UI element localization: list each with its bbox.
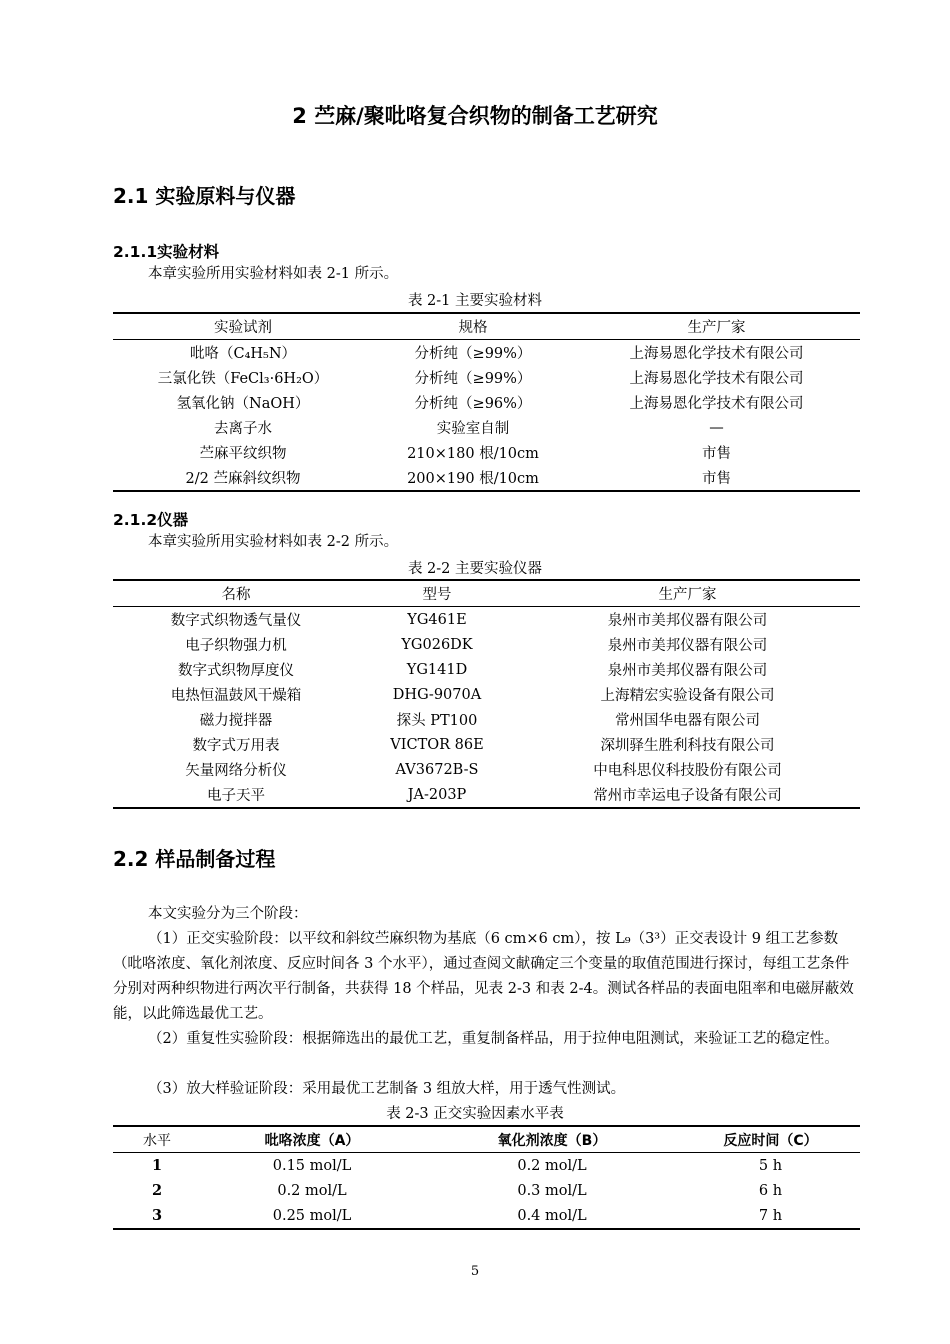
table-cell: 0.15 mol/L [272, 1157, 352, 1174]
table-cell: AV3672B-S [395, 761, 479, 778]
table-cell: 数字式织物厚度仪 [178, 663, 294, 679]
table-row [113, 782, 860, 808]
table-row [113, 415, 860, 440]
table-cell: 210×180 根/10cm [407, 446, 539, 462]
table-cell: 200×190 根/10cm [407, 471, 539, 487]
table-header-row [113, 1126, 860, 1153]
table-cell: 0.2 mol/L [277, 1182, 347, 1199]
table-cell: 分析纯（≥96%） [414, 396, 532, 412]
table-row [113, 465, 860, 491]
table-header-cell: 氧化剂浓度（B） [423, 1126, 681, 1153]
table-cell: 上海易恩化学技术有限公司 [629, 346, 804, 362]
table-cell: 氢氧化钠（NaOH） [176, 396, 310, 412]
subsection-heading-2-1-1: 2.1.1实验材料 [113, 243, 220, 261]
table-header-cell: 实验试剂 [113, 313, 373, 340]
table-row [113, 390, 860, 415]
table-cell: 泉州市美邦仪器有限公司 [607, 663, 768, 679]
table-header-cell: 名称 [113, 580, 359, 607]
stage-3-paragraph: （3）放大样验证阶段：采用最优工艺制备 3 组放大样，用于透气性测试。 [148, 1081, 626, 1097]
table-header-cell: 生产厂家 [515, 580, 860, 607]
table-cell: 数字式织物透气量仪 [170, 613, 302, 629]
table-cell: 中电科思仪科技股份有限公司 [593, 763, 782, 779]
table-cell: 电子天平 [207, 788, 265, 804]
table-row [113, 607, 860, 633]
table-cell: 6 h [758, 1182, 783, 1199]
table-header-cell: 吡咯浓度（A） [201, 1126, 423, 1153]
table-cell: YG026DK [401, 636, 473, 653]
table-row [113, 340, 860, 366]
table-cell: 0.4 mol/L [517, 1207, 587, 1224]
table-cell: 1 [151, 1157, 163, 1174]
table-cell: 上海易恩化学技术有限公司 [629, 371, 804, 387]
table-cell: 分析纯（≥99%） [414, 346, 532, 362]
table-cell: 电热恒温鼓风干燥箱 [170, 688, 302, 704]
table-cell: 泉州市美邦仪器有限公司 [607, 613, 768, 629]
table-row [113, 682, 860, 707]
table-row [113, 757, 860, 782]
section-heading-2-1: 2.1 实验原料与仪器 [113, 184, 296, 208]
table-row [113, 1153, 860, 1179]
table-cell: YG141D [406, 661, 468, 678]
table-row [113, 440, 860, 465]
table-cell: 上海精宏实验设备有限公司 [600, 688, 775, 704]
table2-caption: 表 2-2 主要实验仪器 [407, 561, 543, 577]
table-cell: 探头 PT100 [396, 713, 478, 729]
table-cell: 2/2 苎麻斜纹织物 [185, 471, 301, 487]
table-header-cell: 型号 [359, 580, 515, 607]
table-cell: 三氯化铁（FeCl₃·6H₂O） [157, 371, 329, 387]
table-row [113, 1203, 860, 1229]
table-cell: 电子织物强力机 [185, 638, 287, 654]
table-row [113, 632, 860, 657]
table-cell: 吡咯（C₄H₅N） [189, 346, 297, 362]
table-header-cell: 生产厂家 [573, 313, 860, 340]
chapter-title: 2 苎麻/聚吡咯复合织物的制备工艺研究 [292, 104, 658, 128]
table-cell: 去离子水 [214, 421, 272, 437]
table-cell: DHG-9070A [392, 686, 482, 703]
table-row [113, 732, 860, 757]
stage-1-paragraph: （1）正交实验阶段：以平纹和斜纹苎麻织物为基底（6 cm×6 cm），按 L₉（3³）正交表设计 9 组工艺参数（吡咯浓度、氧化剂浓度、反应时间各 3 个水平），通过查阅文献确定三个变量的取值范围进行探讨，每组工艺条件分别对两种织物进行两次平行制备，共获得 18 个样品，见表 2-3 和表 2-4。测试各样品的表面电阻率和电磁屏蔽效能，以此筛选最优工艺。 [113, 931, 854, 1022]
table-header-cell: 规格 [373, 313, 573, 340]
instruments-intro: 本章实验所用实验材料如表 2-2 所示。 [148, 534, 399, 550]
table-cell: 数字式万用表 [192, 738, 280, 754]
materials-intro: 本章实验所用实验材料如表 2-1 所示。 [148, 266, 399, 282]
table-header-cell: 水平 [113, 1126, 201, 1153]
table-row [113, 657, 860, 682]
table-cell: 0.3 mol/L [517, 1182, 587, 1199]
table-cell: 磁力搅拌器 [199, 713, 273, 729]
table-row [113, 707, 860, 732]
table-cell: 5 h [758, 1157, 783, 1174]
table-cell: 7 h [758, 1207, 783, 1224]
stage-2-paragraph: （2）重复性实验阶段：根据筛选出的最优工艺，重复制备样品，用于拉伸电阻测试，来验证工艺的稳定性。 [148, 1031, 839, 1047]
section-heading-2-2: 2.2 样品制备过程 [113, 847, 276, 871]
subsection-heading-2-1-2: 2.1.2仪器 [113, 511, 189, 529]
table-header-row [113, 313, 860, 340]
table-cell: 实验室自制 [436, 421, 510, 437]
table-row [113, 1178, 860, 1203]
table-cell: 分析纯（≥99%） [414, 371, 532, 387]
table-cell: 0.25 mol/L [272, 1207, 352, 1224]
materials-table [113, 312, 860, 492]
stages-intro: 本文实验分为三个阶段： [148, 906, 308, 922]
table-cell: — [709, 419, 724, 436]
table-row [113, 365, 860, 390]
table-header-cell: 反应时间（C） [681, 1126, 860, 1153]
table-cell: 上海易恩化学技术有限公司 [629, 396, 804, 412]
table-cell: YG461E [407, 611, 467, 628]
table3-caption: 表 2-3 正交实验因素水平表 [386, 1106, 564, 1122]
table-cell: 0.2 mol/L [517, 1157, 587, 1174]
table-cell: VICTOR 86E [390, 736, 484, 753]
table-cell: 苎麻平纹织物 [199, 446, 287, 462]
instruments-table [113, 579, 860, 809]
table-cell: 泉州市美邦仪器有限公司 [607, 638, 768, 654]
table-cell: 市售 [702, 446, 731, 462]
table-cell: 矢量网络分析仪 [185, 763, 287, 779]
table-header-row [113, 580, 860, 607]
page-number: 5 [470, 1264, 480, 1279]
table-cell: 常州市幸运电子设备有限公司 [593, 788, 782, 804]
orthogonal-factor-table [113, 1125, 860, 1230]
table-cell: 常州国华电器有限公司 [615, 713, 760, 729]
table-cell: 市售 [702, 471, 731, 487]
table-cell: JA-203P [407, 786, 467, 803]
table-cell: 2 [151, 1182, 163, 1199]
table-cell: 3 [151, 1207, 163, 1224]
table-cell: 深圳驿生胜利科技有限公司 [600, 738, 775, 754]
table1-caption: 表 2-1 主要实验材料 [407, 293, 543, 309]
